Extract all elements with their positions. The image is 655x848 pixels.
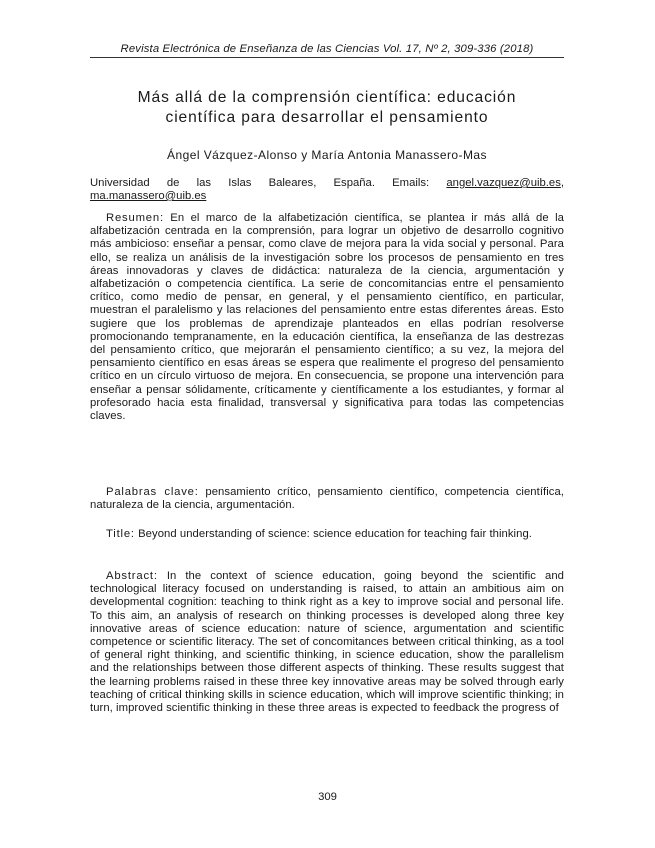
email-link-vazquez[interactable]: angel.vazquez@uib.es <box>446 177 561 189</box>
email-link-manassero[interactable]: ma.manassero@uib.es <box>90 190 207 202</box>
palabras-clave-text: pensamiento crítico, pensamiento científico, competencia científica, naturaleza de la ciencia, argumentación. <box>90 486 564 512</box>
palabras-clave-label: Palabras clave: <box>106 486 199 498</box>
article-title-line-1: Más allá de la comprensión científica: educación <box>137 89 517 106</box>
resumen-text: En el marco de la alfabetización científica, se plantea ir más allá de la alfabetización centrada en la comprensión, para lograr un objetivo de desarrollo cognitivo más ambicioso: enseñar a pensar, como clave de mejora para la vida social y personal. Para ello, se realiza un análisis de la investigación sobre los procesos de pensamiento en tres áreas innovadoras y claves de didáctica: naturaleza de la ciencia, argumentación y alfabetización o competencia científica. La serie de concomitancias entre el pensamiento crítico, como medio de pensar, en general, y el pensamiento científico, en particular, muestran el paralelismo y las relaciones del pensamiento entre estas diferentes áreas. Esto sugiere que los problemas de aprendizaje planteados en ellas podrían resolverse promocionando tempranamente, en la educación científica, la enseñanza de las destrezas del pensamiento crítico, que mejorarán el pensamiento científico; a su vez, la mejora del pensamiento científico en esas áreas se espera que realimente el progreso del pensamiento crítico en un círculo virtuoso de mejora. En consecuencia, se propone una intervención para enseñar a pensar sólidamente, críticamente y científicamente a los estudiantes, y formar al profesorado hacia esta finalidad, transversal y significativa para todas las competencias claves. <box>90 212 564 423</box>
page-number: 309 <box>318 791 337 803</box>
abstract-text: In the context of science education, going beyond the scientific and technological literacy focused on understanding is raised, to attain an ambitious aim on developmental cognition: teaching to think right as a key to improve social and personal life. To this aim, an analysis of research on thinking processes is developed along three key innovative areas of science education: nature of science, argumentation and scientific competence or scientific literacy. The set of concomitances between critical thinking, as a tool of general right thinking, and scientific thinking, in science education, show the parallelism and the relationships between those different aspects of thinking. These results suggest that the learning problems raised in these three key innovative areas may be solved through early teaching of critical thinking skills in science education, which will improve scientific thinking; in turn, improved scientific thinking in these three areas is expected to feedback the progress of <box>90 570 564 715</box>
resumen-section <box>90 212 564 423</box>
author-affiliation: Universidad de las Islas Baleares, España. Emails: angel.vazquez@uib.es, ma.manassero@uib.es <box>90 177 564 202</box>
english-title-label: Title: <box>106 528 135 540</box>
abstract-section <box>90 570 564 715</box>
journal-running-header: Revista Electrónica de Enseñanza de las Ciencias Vol. 17, Nº 2, 309-336 (2018) <box>90 43 564 58</box>
abstract-label: Abstract: <box>106 570 158 582</box>
affiliation-text: Universidad de las Islas Baleares, España. Emails: <box>90 177 430 189</box>
article-authors: Ángel Vázquez-Alonso y María Antonia Manassero-Mas <box>167 148 487 162</box>
english-title-text: Beyond understanding of science: science education for teaching fair thinking. <box>138 528 532 540</box>
english-title-section <box>90 528 564 541</box>
palabras-clave-section <box>90 486 564 512</box>
article-title <box>90 88 564 128</box>
article-title-line-2: científica para desarrollar el pensamiento <box>165 109 489 126</box>
resumen-label: Resumen: <box>106 212 164 224</box>
